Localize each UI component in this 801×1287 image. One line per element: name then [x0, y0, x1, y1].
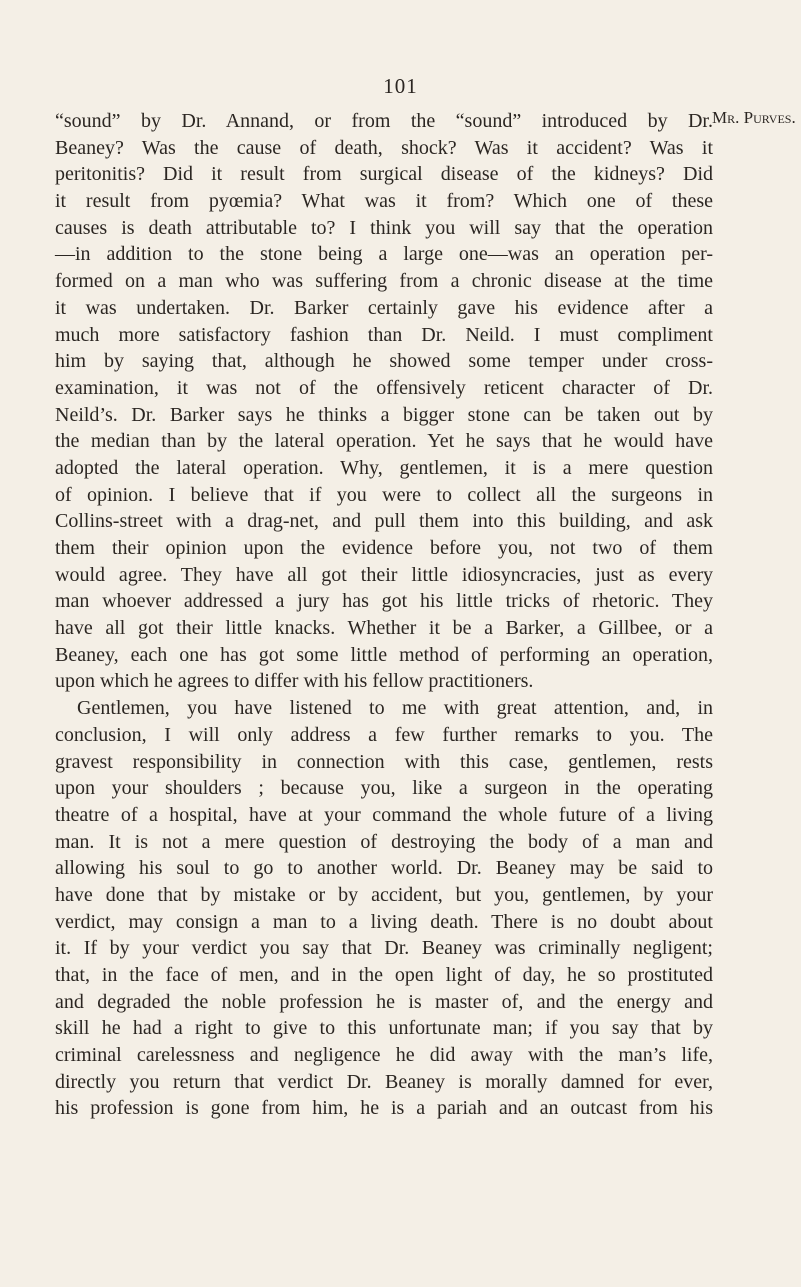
text-line: theatre of a hospital, have at your command the whole future of a living [55, 803, 713, 826]
text-line: them their opinion upon the evidence before you, not two of them [55, 537, 713, 559]
text-line: peritonitis? Did it result from surgical disease of the kidneys? Did [55, 163, 713, 186]
text-line: have all got their little knacks. Whether it be a Barker, a Gillbee, or a [55, 617, 713, 640]
text-line: upon which he agrees to differ with his fellow practitioners. [55, 670, 534, 693]
text-line: Neild’s. Dr. Barker says he thinks a bigger stone can be taken out by [55, 403, 713, 426]
text-line: conclusion, I will only address a few further remarks to you. The [55, 723, 713, 746]
text-line: allowing his soul to go to another world. Dr. Beaney may be said to [55, 857, 713, 880]
text-line: his profession is gone from him, he is a pariah and an outcast from his [55, 1097, 713, 1120]
text-line: examination, it was not of the offensively reticent character of Dr. [55, 376, 713, 399]
page-number: 101 [383, 74, 418, 98]
text-line: and degraded the noble profession he is master of, and the energy and [55, 990, 713, 1013]
text-line: of opinion. I believe that if you were to collect all the surgeons in [55, 483, 713, 506]
text-line: verdict, may consign a man to a living death. There is no doubt about [55, 910, 713, 933]
text-line: Beaney, each one has got some little method of performing an operation, [55, 643, 713, 666]
text-line: formed on a man who was suffering from a chronic disease at the time [55, 270, 713, 293]
text-line: that, in the face of men, and in the open light of day, he so prostituted [55, 964, 713, 986]
text-line: causes is death attributable to? I think you will say that the operation [55, 216, 713, 239]
text-line: man whoever addressed a jury has got his little tricks of rhetoric. They [55, 590, 713, 613]
text-line: it. If by your verdict you say that Dr. Beaney was criminally negligent; [55, 937, 713, 960]
text-line: —in addition to the stone being a large one—was an operation per- [55, 243, 713, 266]
text-line: gravest responsibility in connection with this case, gentlemen, rests [55, 750, 713, 773]
text-line: criminal carelessness and negligence he did away with the man’s life, [55, 1044, 713, 1067]
body-text [55, 108, 713, 1122]
text-line: it was undertaken. Dr. Barker certainly gave his evidence after a [55, 296, 713, 319]
text-line: would agree. They have all got their little idiosyncracies, just as every [55, 563, 713, 586]
text-line: directly you return that verdict Dr. Beaney is morally damned for ever, [55, 1070, 713, 1093]
text-line: skill he had a right to give to this unfortunate man; if you say that by [55, 1017, 713, 1040]
text-line: have done that by mistake or by accident, but you, gentlemen, by your [55, 883, 713, 906]
text-line: Gentlemen, you have listened to me with great attention, and, in [77, 697, 713, 720]
text-line: him by saying that, although he showed some temper under cross- [55, 350, 713, 373]
text-line: Collins-street with a drag-net, and pull them into this building, and ask [55, 510, 713, 533]
text-line: it result from pyœmia? What was it from? Which one of these [55, 190, 713, 213]
text-line: man. It is not a mere question of destroying the body of a man and [55, 830, 713, 853]
side-note: Mr. Purves. [712, 108, 796, 127]
text-line: the median than by the lateral operation. Yet he says that he would have [55, 430, 713, 453]
text-line: upon your shoulders ; because you, like a surgeon in the operating [55, 777, 713, 800]
text-line: “sound” by Dr. Annand, or from the “sound” introduced by Dr. [55, 110, 713, 132]
text-line: adopted the lateral operation. Why, gentlemen, it is a mere question [55, 456, 713, 479]
text-line: much more satisfactory fashion than Dr. Neild. I must compliment [55, 323, 713, 346]
text-line: Beaney? Was the cause of death, shock? Was it accident? Was it [55, 136, 713, 159]
